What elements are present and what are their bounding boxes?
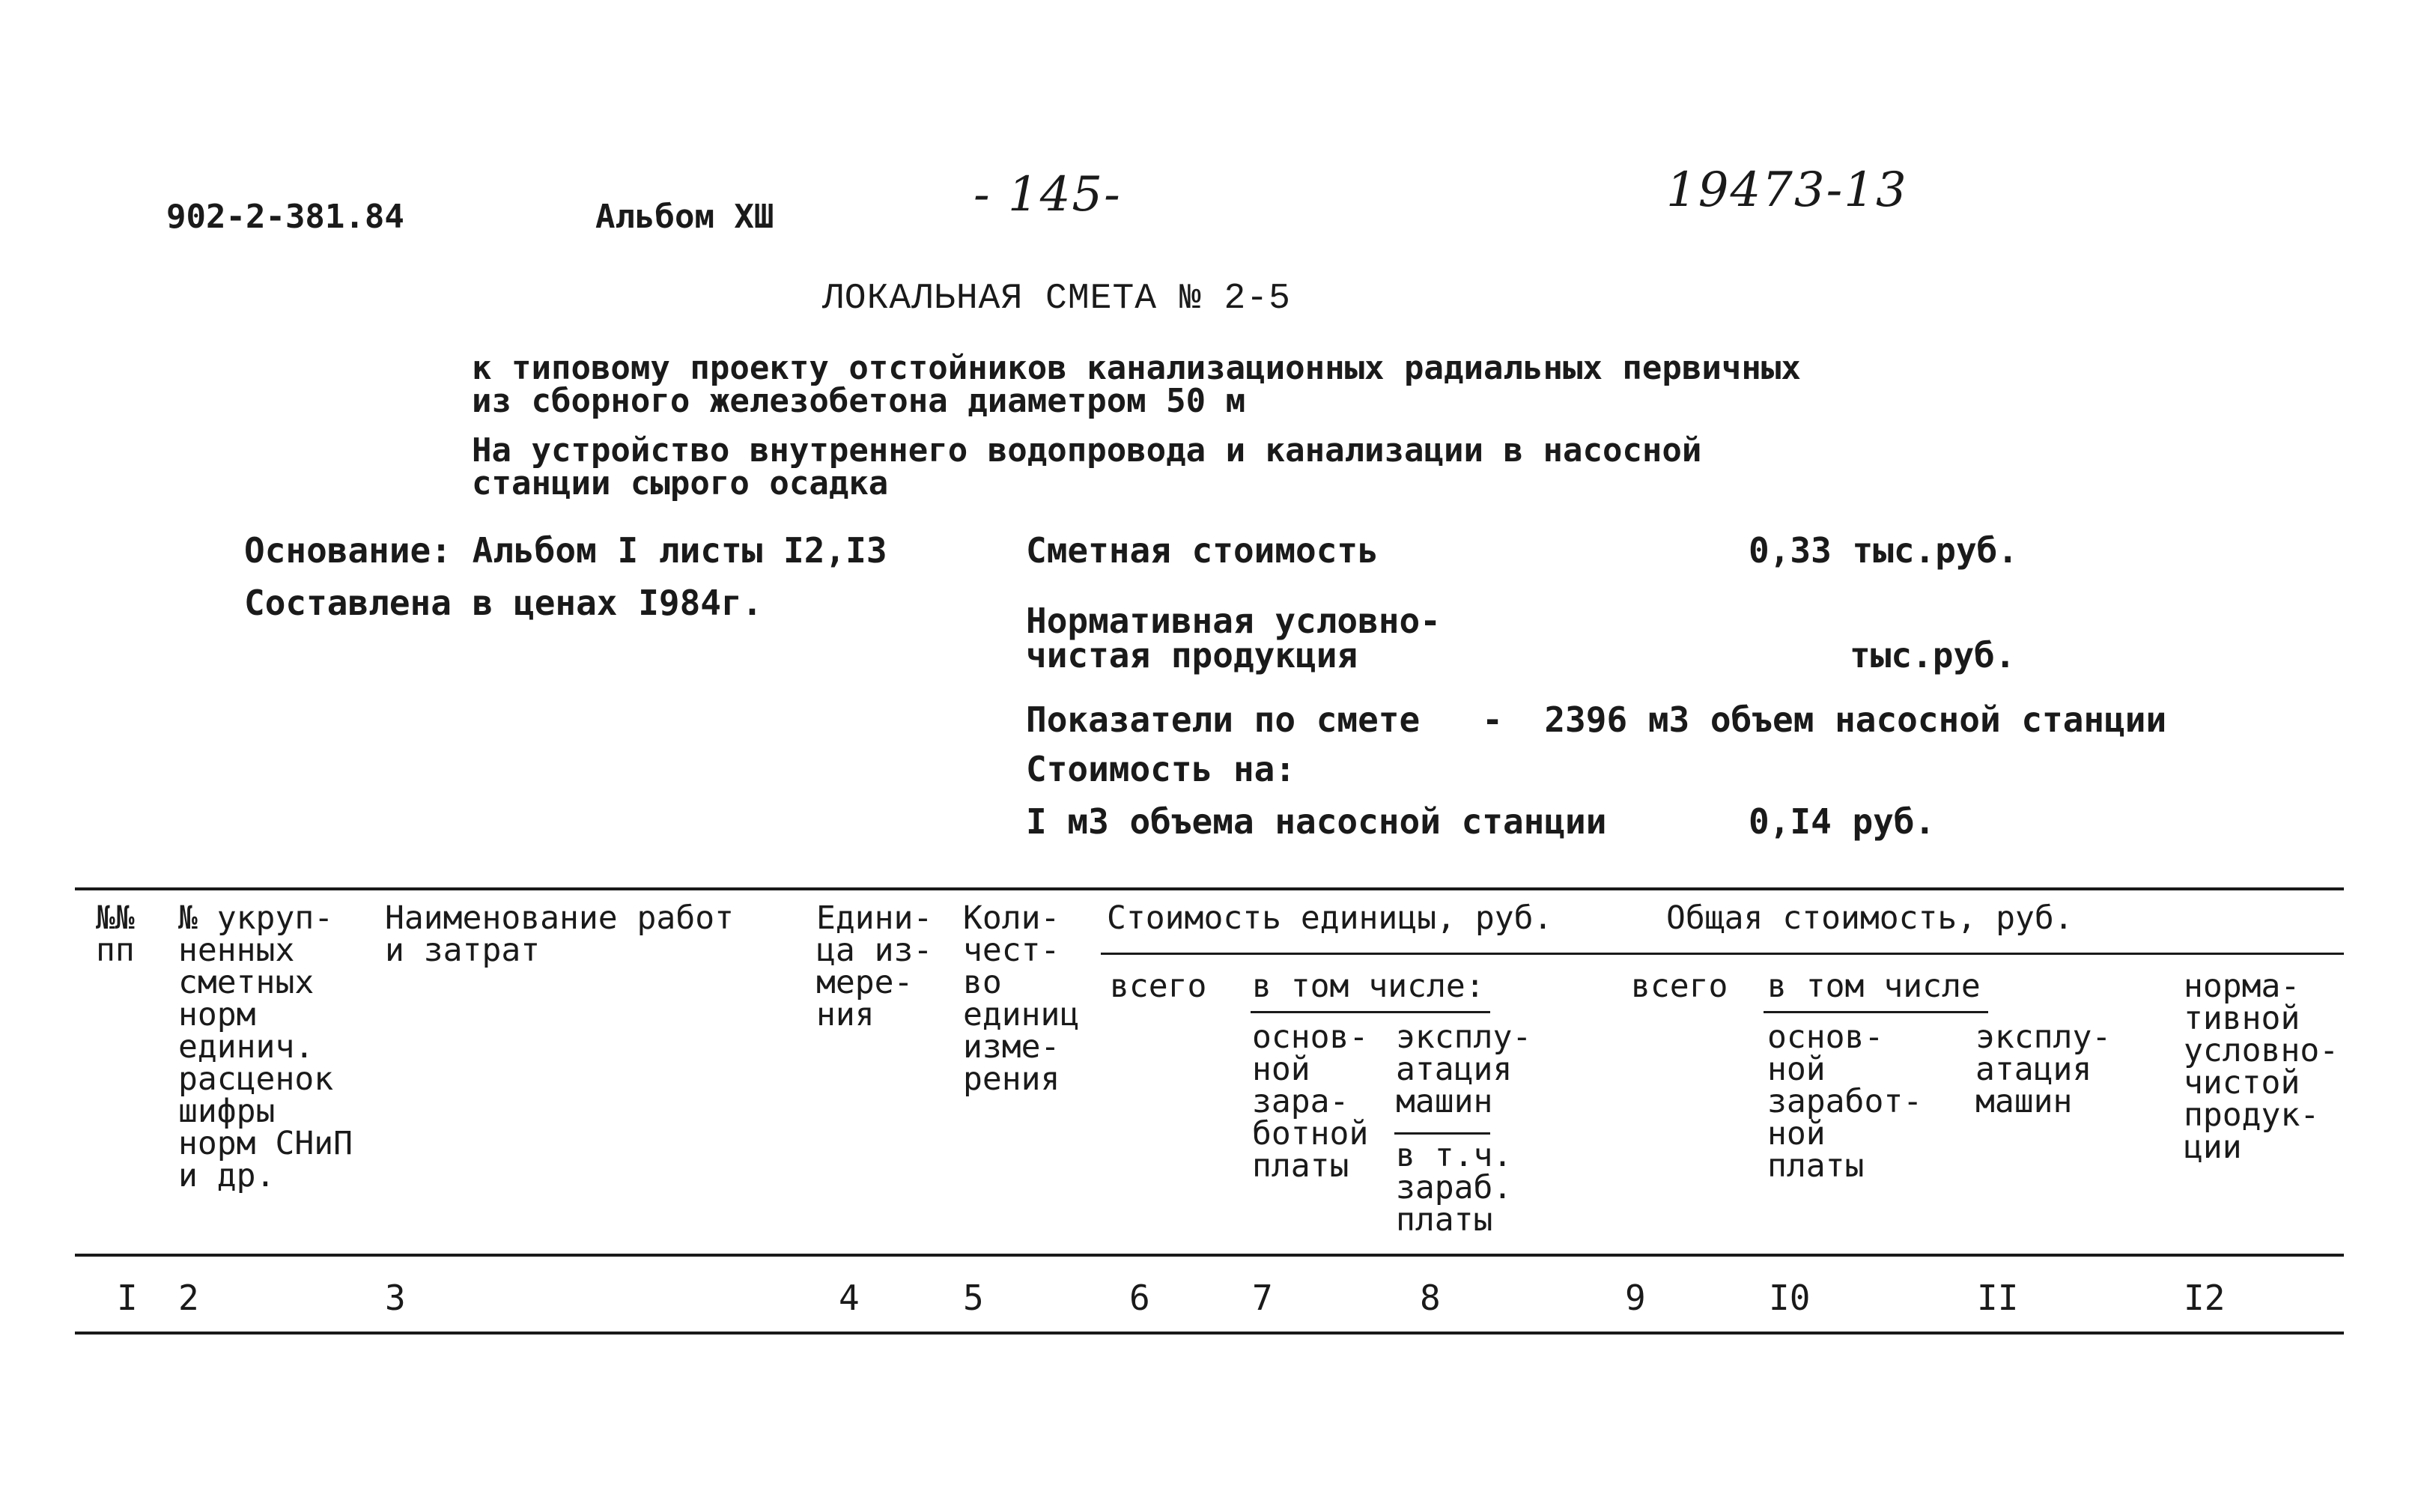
col-7-header: основ- ной зара- ботной платы [1252,1018,1369,1185]
col-number-9: 9 [1625,1278,1646,1318]
incl-sub-rule [1394,1132,1490,1135]
col-number-10: I0 [1769,1278,1811,1318]
estimated-cost-label: Сметная стоимость [1026,530,1379,571]
total-cost-group-header: Общая стоимость, руб. [1666,899,2074,937]
indicators-text: Показатели по смете - 2396 м3 объем насосной станции [1026,699,2167,740]
subtitle-line-1: к типовому проекту отстойников канализационных радиальных первичных [472,349,1801,387]
col-number-2: 2 [178,1278,199,1318]
col-1-header: №№ пп [96,899,135,969]
table-numbers-bottom-rule [75,1332,2344,1335]
table-top-rule [75,887,2344,890]
subtitle-line-3: На устройство внутреннего водопровода и канализации в насосной [472,431,1702,470]
normative-label-2: чистая продукция [1026,635,1358,675]
col-number-8: 8 [1420,1278,1441,1318]
incl-header-1: в том числе: [1252,968,1485,1005]
col-number-5: 5 [963,1278,984,1318]
page-title: ЛОКАЛЬНАЯ СМЕТА № 2-5 [822,279,1291,319]
col-3-header: Наименование работ и затрат [385,899,734,969]
col-number-3: 3 [385,1278,406,1318]
group-header-rule [1101,953,2344,955]
document-number: 19473-13 [1666,163,1908,218]
col-12-header: норма- тивной условно- чистой продук- ции [2184,968,2339,1166]
estimated-cost-value: 0,33 тыс.руб. [1749,530,2019,571]
normative-label-1: Нормативная условно- [1026,601,1441,641]
project-code: 902-2-381.84 [166,198,404,236]
page-number: - 145- [973,167,1122,222]
col-number-12: I2 [2184,1278,2226,1318]
incl-rule-1 [1251,1011,1490,1013]
incl-rule-2 [1764,1011,1988,1013]
col-2-header: № укруп- ненных сметных норм единич. расценок шифры норм СНиП и др. [178,899,353,1194]
incl-header-2: в том числе [1767,968,1981,1005]
cost-on-label: Стоимость на: [1026,749,1296,789]
col-number-11: II [1977,1278,2019,1318]
col-9-header: всего [1631,968,1728,1005]
col-8b-header: в т.ч. зараб. платы [1396,1137,1513,1239]
col-5-header: Коли- чест- во единиц изме- рения [963,899,1080,1098]
unit-cost-group-header: Стоимость единицы, руб. [1107,899,1553,937]
col-11-header: эксплу- атация машин [1975,1018,2112,1120]
col-number-1: I [117,1278,138,1318]
subtitle-line-2: из сборного железобетона диаметром 50 м [472,382,1246,420]
col-number-6: 6 [1129,1278,1150,1318]
unit-cost-value: 0,I4 руб. [1749,801,1936,842]
col-number-7: 7 [1252,1278,1273,1318]
subtitle-line-4: станции сырого осадка [472,464,889,503]
col-8-header: эксплу- атация машин [1396,1018,1532,1120]
col-4-header: Едини- ца из- мере- ния [816,899,933,1033]
normative-value: тыс.руб. [1850,635,2016,675]
col-10-header: основ- ной заработ- ной платы [1767,1018,1923,1185]
unit-cost-label: I м3 объема насосной станции [1026,801,1607,842]
table-header-bottom-rule [75,1254,2344,1257]
basis-text: Основание: Альбом I листы I2,I3 [244,530,887,571]
prices-text: Составлена в ценах I984г. [244,583,763,623]
col-number-4: 4 [839,1278,860,1318]
album-label: Альбом ХШ [595,198,774,236]
col-6-header: всего [1110,968,1207,1005]
